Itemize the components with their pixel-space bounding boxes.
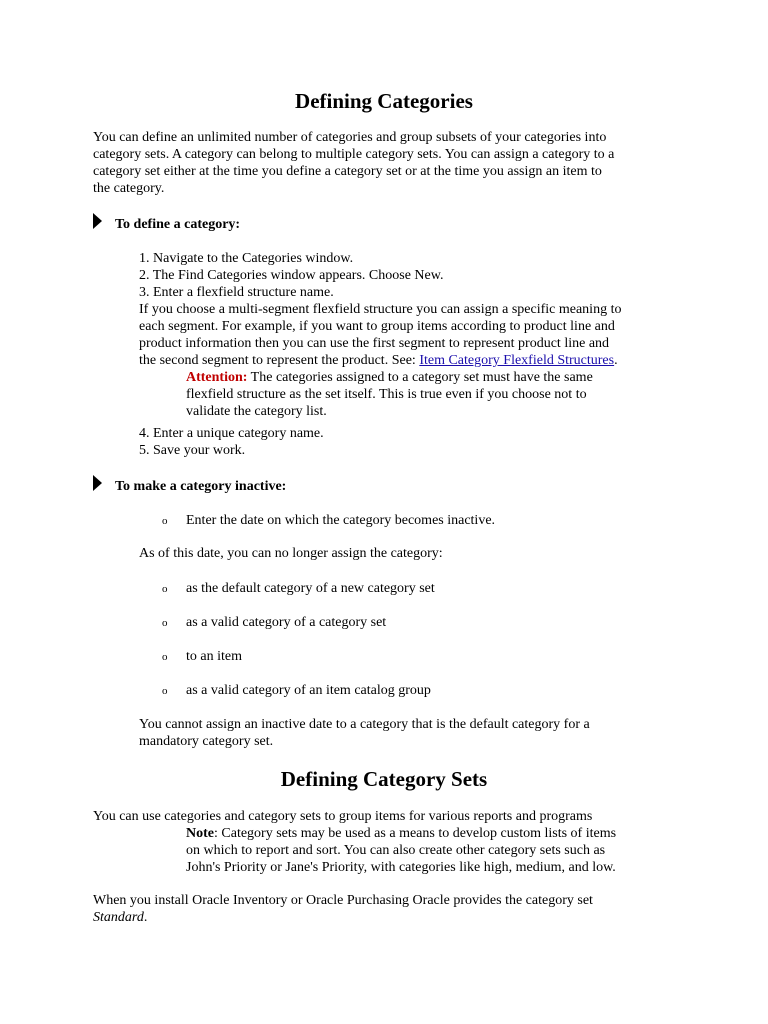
attention-text-1: The categories assigned to a category set must have the same xyxy=(247,370,593,385)
no-longer-item-1: as the default category of a new category set xyxy=(186,581,435,596)
define-category-heading: To define a category: xyxy=(115,217,241,232)
item-category-flexfield-link[interactable]: Item Category Flexfield Structures xyxy=(419,353,615,368)
step-2: 2. The Find Categories window appears. Choose New. xyxy=(139,268,444,283)
note-text-1: : Category sets may be used as a means to develop custom lists of items xyxy=(214,826,617,841)
bullet-icon: o xyxy=(162,617,168,629)
page-title: Defining Categories xyxy=(295,89,473,113)
multi-segment-suffix: . xyxy=(614,353,618,368)
intro-line-4: the category. xyxy=(93,181,165,196)
attention-line-1 xyxy=(186,369,593,386)
step-5: 5. Save your work. xyxy=(139,443,246,458)
step-4: 4. Enter a unique category name. xyxy=(139,426,324,441)
note-line-2: on which to report and sort. You can also create other category sets such as xyxy=(186,843,606,858)
multi-segment-prefix: the second segment to represent the product. See: xyxy=(139,353,420,368)
multi-segment-line-3: product information then you can use the first segment to represent product line and xyxy=(139,336,610,351)
as-of-date-text: As of this date, you can no longer assign the category: xyxy=(139,546,443,561)
cannot-assign-line-1: You cannot assign an inactive date to a category that is the default category for a xyxy=(139,717,590,732)
standard-line xyxy=(93,909,147,926)
standard-set-name: Standard xyxy=(93,910,144,925)
attention-label: Attention: xyxy=(186,370,248,385)
bullet-icon: o xyxy=(162,515,168,527)
intro-line-3: category set either at the time you define a category set or at the time you assign an item to xyxy=(93,164,602,179)
bullet-icon: o xyxy=(162,583,168,595)
note-label: Note xyxy=(186,826,214,841)
multi-segment-line-2: each segment. For example, if you want to group items according to product line and xyxy=(139,319,615,334)
multi-segment-line-4 xyxy=(139,352,618,369)
attention-line-2: flexfield structure as the set itself. This is true even if you choose not to xyxy=(186,387,587,402)
bullet-icon: o xyxy=(162,685,168,697)
note-line-3: John's Priority or Jane's Priority, with categories like high, medium, and low. xyxy=(186,860,616,875)
no-longer-item-4: as a valid category of an item catalog group xyxy=(186,683,431,698)
procedure-arrow-icon xyxy=(93,475,102,491)
step-3: 3. Enter a flexfield structure name. xyxy=(139,285,334,300)
intro-line-2: category sets. A category can belong to multiple category sets. You can assign a category to a xyxy=(93,147,615,162)
cannot-assign-line-2: mandatory category set. xyxy=(139,734,274,749)
standard-suffix: . xyxy=(143,910,148,925)
intro-line-1: You can define an unlimited number of categories and group subsets of your categories into xyxy=(93,130,607,145)
section-title-category-sets: Defining Category Sets xyxy=(280,767,488,791)
make-inactive-heading: To make a category inactive: xyxy=(115,479,287,494)
no-longer-item-2: as a valid category of a category set xyxy=(186,615,387,630)
multi-segment-line-1: If you choose a multi-segment flexfield structure you can assign a specific meaning to xyxy=(139,302,622,317)
note-line-1 xyxy=(186,825,616,842)
sets-intro: You can use categories and category sets to group items for various reports and programs xyxy=(93,809,593,824)
install-line: When you install Oracle Inventory or Oracle Purchasing Oracle provides the category set xyxy=(93,893,593,908)
attention-line-3: validate the category list. xyxy=(186,404,327,419)
no-longer-item-3: to an item xyxy=(186,649,242,664)
procedure-arrow-icon xyxy=(93,213,102,229)
step-1: 1. Navigate to the Categories window. xyxy=(139,251,354,266)
bullet-icon: o xyxy=(162,651,168,663)
inactive-step: Enter the date on which the category becomes inactive. xyxy=(186,513,496,528)
